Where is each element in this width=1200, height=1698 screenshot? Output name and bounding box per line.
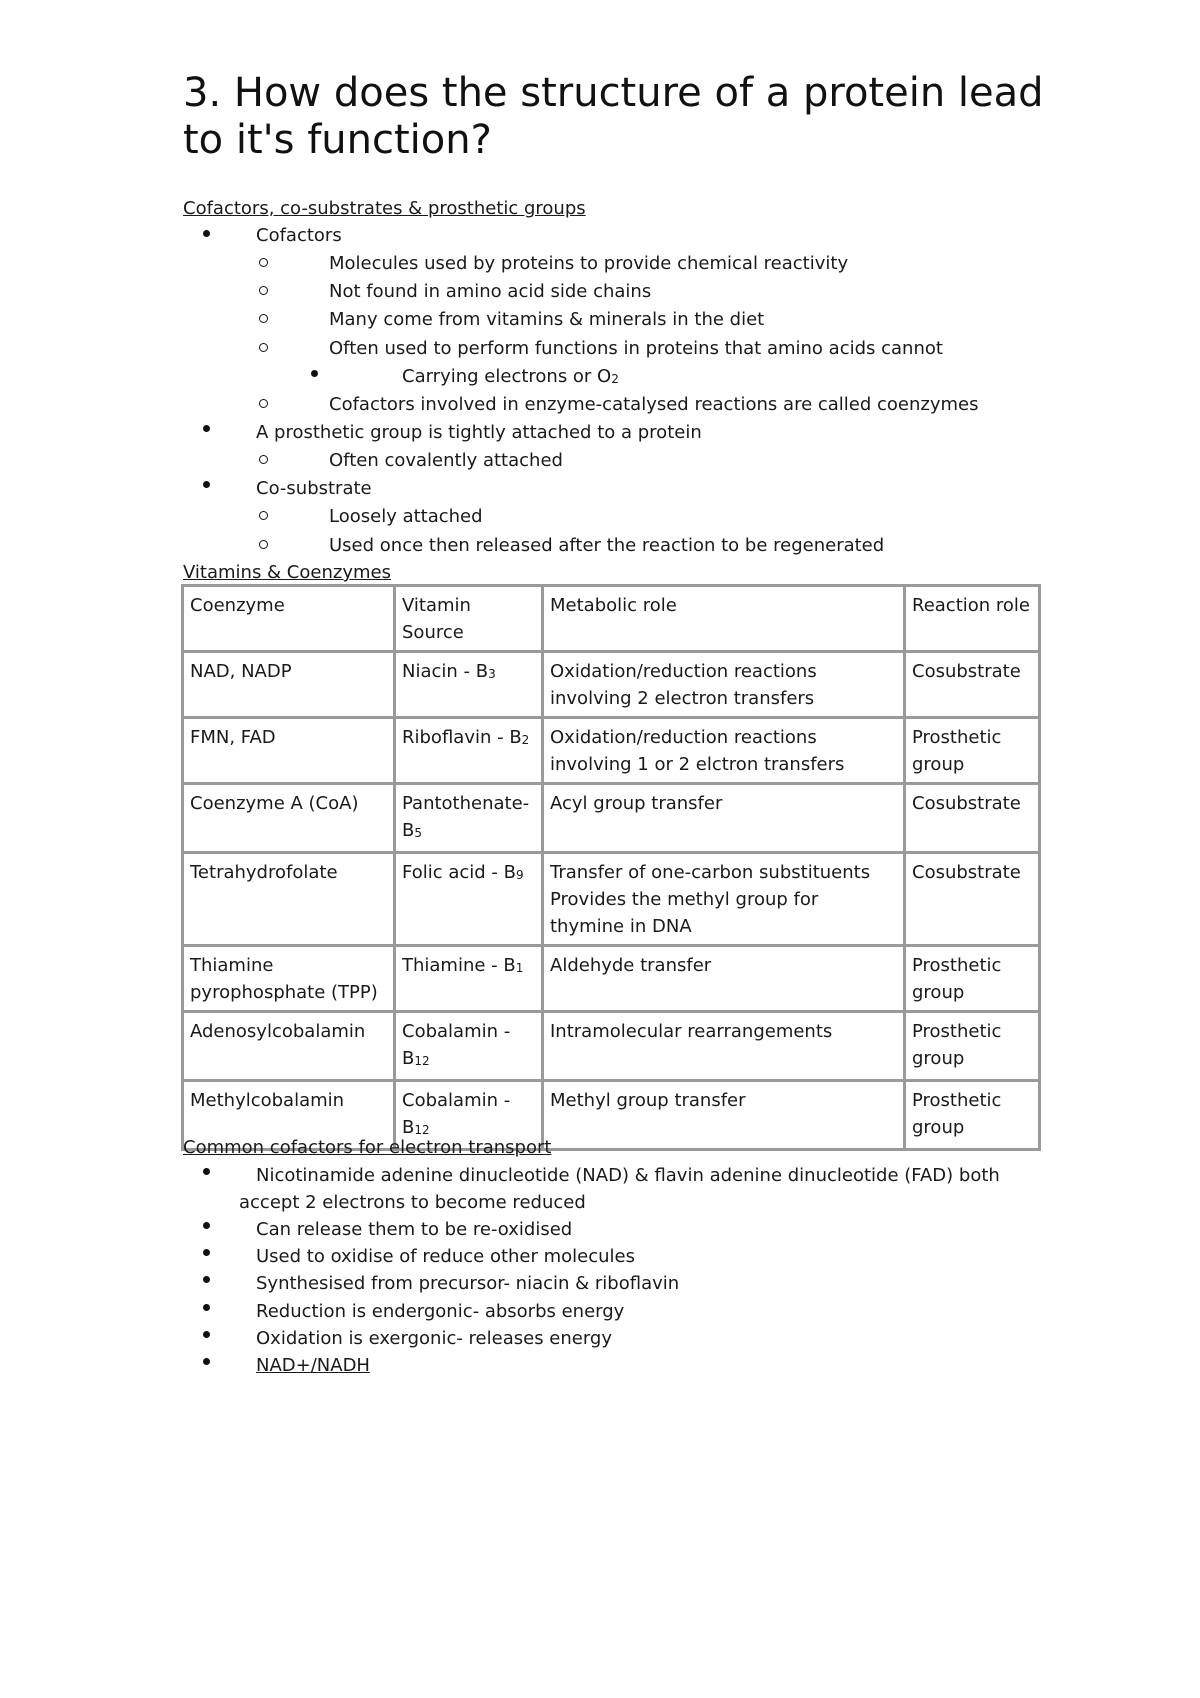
ring-bullet-icon xyxy=(259,343,268,352)
bullet-icon xyxy=(203,1331,210,1338)
vitamin-text: Cobalamin - B xyxy=(402,1021,511,1069)
vitamin-cell xyxy=(395,652,543,718)
coenzyme-cell: FMN, FAD xyxy=(183,718,395,784)
vitamin-cell xyxy=(395,718,543,784)
list-item-continuation: accept 2 electrons to become reduced xyxy=(239,1192,586,1213)
coenzyme-cell: Adenosylcobalamin xyxy=(183,1012,395,1081)
vitamin-cell xyxy=(395,853,543,946)
list-item: Used once then released after the reaction to be regenerated xyxy=(329,535,885,556)
metabolic-cell: Intramolecular rearrangements xyxy=(543,1012,905,1081)
table-row xyxy=(183,946,1040,1012)
list-item: Used to oxidise of reduce other molecules xyxy=(256,1246,636,1267)
vitamin-text: Pantothenate- B xyxy=(402,793,530,841)
reaction-cell: Cosubstrate xyxy=(905,853,1040,946)
table-row xyxy=(183,1012,1040,1081)
table-row xyxy=(183,652,1040,718)
subscript: 12 xyxy=(414,1123,430,1137)
reaction-cell: Cosubstrate xyxy=(905,652,1040,718)
list-item: Synthesised from precursor- niacin & riboflavin xyxy=(256,1273,680,1294)
subscript: 3 xyxy=(488,667,496,681)
metabolic-cell: Methyl group transfer xyxy=(543,1081,905,1150)
column-header: Vitamin Source xyxy=(395,586,543,652)
column-header: Coenzyme xyxy=(183,586,395,652)
subscript: 2 xyxy=(521,733,530,747)
metabolic-cell: Aldehyde transfer xyxy=(543,946,905,1012)
metabolic-cell: Oxidation/reduction reactions involving 2 electron transfers xyxy=(543,652,905,718)
ring-bullet-icon xyxy=(259,314,268,323)
bullet-icon xyxy=(203,425,210,432)
vitamin-text: Folic acid - B xyxy=(402,862,516,883)
list-item: Often covalently attached xyxy=(329,450,563,471)
ring-bullet-icon xyxy=(259,511,268,520)
subscript: 5 xyxy=(414,826,422,840)
subscript: 9 xyxy=(516,868,524,882)
subscript: 12 xyxy=(414,1054,430,1068)
list-item: Can release them to be re-oxidised xyxy=(256,1219,573,1240)
reaction-cell: Prosthetic group xyxy=(905,1012,1040,1081)
list-item-carrying xyxy=(402,365,619,391)
ring-bullet-icon xyxy=(259,540,268,549)
bullet-icon xyxy=(311,370,318,377)
vitamin-text: Niacin - B xyxy=(402,661,489,682)
coenzyme-cell: NAD, NADP xyxy=(183,652,395,718)
list-item: Reduction is endergonic- absorbs energy xyxy=(256,1301,625,1322)
nad-link[interactable]: NAD+/NADH xyxy=(256,1355,370,1376)
carrying-text: Carrying electrons or O xyxy=(402,366,612,387)
vitamin-cell xyxy=(395,784,543,853)
bullet-icon xyxy=(203,230,210,237)
subscript: 2 xyxy=(611,372,619,386)
subscript: 1 xyxy=(515,961,524,975)
coenzyme-cell: Tetrahydrofolate xyxy=(183,853,395,946)
bullet-icon xyxy=(203,481,210,488)
list-item: Nicotinamide adenine dinucleotide (NAD) & flavin adenine dinucleotide (FAD) both xyxy=(256,1165,1000,1186)
reaction-cell: Prosthetic group xyxy=(905,1081,1040,1150)
vitamin-cell xyxy=(395,1012,543,1081)
list-item: Not found in amino acid side chains xyxy=(329,281,652,302)
column-header: Metabolic role xyxy=(543,586,905,652)
coenzyme-table xyxy=(181,584,1041,1151)
table-header-row xyxy=(183,586,1040,652)
list-item: Cofactors involved in enzyme-catalysed reactions are called coenzymes xyxy=(329,394,979,415)
vitamin-cell xyxy=(395,946,543,1012)
bullet-icon xyxy=(203,1249,210,1256)
vitamin-text: Riboflavin - B xyxy=(402,727,522,748)
list-item: Many come from vitamins & minerals in the diet xyxy=(329,309,765,330)
metabolic-cell: Oxidation/reduction reactions involving 1 or 2 elctron transfers xyxy=(543,718,905,784)
list-item: Often used to perform functions in proteins that amino acids cannot xyxy=(329,338,943,359)
section-heading-cofactors: Cofactors, co-substrates & prosthetic groups xyxy=(183,198,586,219)
bullet-icon xyxy=(203,1304,210,1311)
ring-bullet-icon xyxy=(259,286,268,295)
bullet-icon xyxy=(203,1168,210,1175)
page-title: 3. How does the structure of a protein lead to it's function? xyxy=(183,70,1044,163)
vitamin-text: Thiamine - B xyxy=(402,955,516,976)
bullet-icon xyxy=(203,1358,210,1365)
ring-bullet-icon xyxy=(259,399,268,408)
column-header: Reaction role xyxy=(905,586,1040,652)
table-row xyxy=(183,718,1040,784)
table-row xyxy=(183,784,1040,853)
list-item-cosubstrate: Co-substrate xyxy=(256,478,372,499)
bullet-icon xyxy=(203,1222,210,1229)
list-item-prosthetic: A prosthetic group is tightly attached to a protein xyxy=(256,422,702,443)
list-item-cofactors: Cofactors xyxy=(256,225,342,246)
bullet-icon xyxy=(203,1276,210,1283)
reaction-cell: Cosubstrate xyxy=(905,784,1040,853)
coenzyme-cell: Methylcobalamin xyxy=(183,1081,395,1150)
reaction-cell: Prosthetic group xyxy=(905,718,1040,784)
list-item: Molecules used by proteins to provide chemical reactivity xyxy=(329,253,849,274)
reaction-cell: Prosthetic group xyxy=(905,946,1040,1012)
metabolic-cell: Acyl group transfer xyxy=(543,784,905,853)
ring-bullet-icon xyxy=(259,455,268,464)
list-item: Oxidation is exergonic- releases energy xyxy=(256,1328,613,1349)
metabolic-cell: Transfer of one-carbon substituents Provides the methyl group for thymine in DNA xyxy=(543,853,905,946)
list-item: Loosely attached xyxy=(329,506,483,527)
table-row xyxy=(183,853,1040,946)
vitamin-text: Cobalamin - B xyxy=(402,1090,511,1138)
coenzyme-cell: Coenzyme A (CoA) xyxy=(183,784,395,853)
ring-bullet-icon xyxy=(259,258,268,267)
coenzyme-cell: Thiamine pyrophosphate (TPP) xyxy=(183,946,395,1012)
section-heading-vitamins: Vitamins & Coenzymes xyxy=(183,562,391,583)
section-heading-electron-transport: Common cofactors for electron transport xyxy=(183,1137,552,1158)
